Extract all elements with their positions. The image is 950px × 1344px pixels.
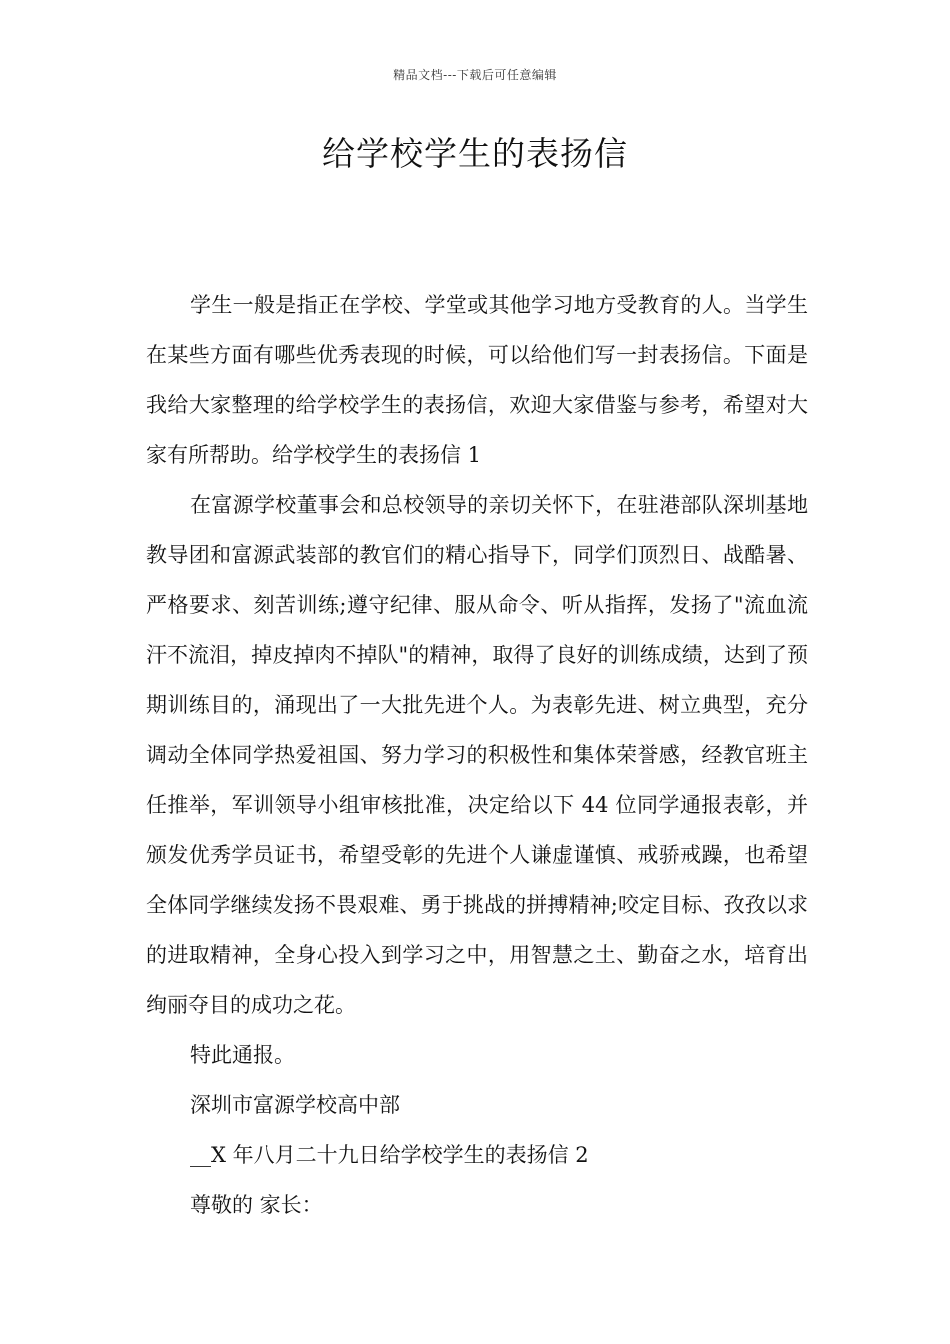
paragraph-notice: 特此通报。 — [190, 1043, 295, 1067]
paragraph-signature: 深圳市富源学校高中部 — [190, 1093, 400, 1117]
paragraph-date: __X 年八月二十九日给学校学生的表扬信 2 — [190, 1143, 589, 1167]
paragraph-intro: 学生一般是指正在学校、学堂或其他学习地方受教育的人。当学生在某些方面有哪些优秀表现的时候，可以给他们写一封表扬信。下面是我给大家整理的给学校学生的表扬信，欢迎大家借鉴与参考，希望对大家有所帮助。给学校学生的表扬信 1 — [146, 293, 808, 467]
paragraph-salutation: 尊敬的 家长： — [190, 1193, 323, 1217]
header-note: 精品文档---下载后可任意编辑 — [393, 68, 557, 82]
paragraph-commendation: 在富源学校董事会和总校领导的亲切关怀下，在驻港部队深圳基地教导团和富源武装部的教官们的精心指导下，同学们顶烈日、战酷暑、严格要求、刻苦训练;遵守纪律、服从命令、听从指挥，发扬了"流血流汗不流泪，掉皮掉肉不掉队"的精神，取得了良好的训练成绩，达到了预期训练目的，涌现出了一大批先进个人。为表彰先进、树立典型，充分调动全体同学热爱祖国、努力学习的积极性和集体荣誉感，经教官班主任推举，军训领导小组审核批准，决定给以下 44 位同学通报表彰，并颁发优秀学员证书，希望受彰的先进个人谦虚谨慎、戒骄戒躁，也希望全体同学继续发扬不畏艰难、勇于挑战的拼搏精神;咬定目标、孜孜以求的进取精神，全身心投入到学习之中，用智慧之土、勤奋之水，培育出绚丽夺目的成功之花。 — [146, 493, 808, 1017]
document-body — [146, 280, 808, 1230]
document-title: 给学校学生的表扬信 — [322, 134, 628, 173]
